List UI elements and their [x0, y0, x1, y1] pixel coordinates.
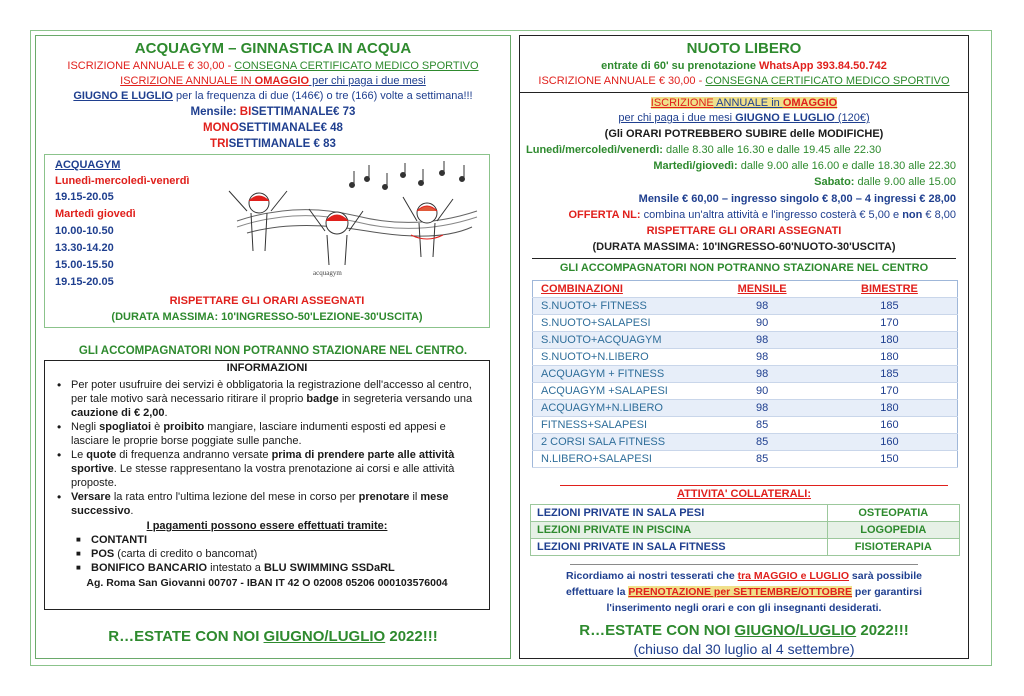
col-mensile: MENSILE — [702, 281, 822, 298]
servizio-cell: OSTEOPATIA — [827, 505, 959, 522]
payment-bonifico: ■ BONIFICO BANCARIO intestato a BLU SWIMMING SSDaRL — [73, 561, 489, 575]
divider — [570, 564, 918, 565]
orari-days: Sabato: — [814, 176, 855, 188]
table-row — [533, 332, 958, 349]
mensile-mono — [36, 122, 510, 134]
ricordiamo-text: Ricordiamo ai nostri tesserati che — [566, 570, 738, 582]
lezioni-cell: LEZIONI PRIVATE IN SALA PESI — [531, 505, 828, 522]
accompagnatori-notice: GLI ACCOMPAGNATORI NON POTRANNO STAZIONARE NEL CENTRO — [559, 262, 929, 274]
iscrizione-fee: ISCRIZIONE ANNUALE € 30,00 - — [67, 60, 235, 72]
lezioni-cell: LEZIONI PRIVATE IN SALA FITNESS — [531, 539, 828, 556]
whatsapp-number: WhatsApp 393.84.50.742 — [759, 60, 887, 72]
bimestre-cell: 180 — [822, 332, 958, 349]
combinazioni-table — [532, 280, 958, 468]
pagamenti-title: I pagamenti possono essere effettuati tramite: — [146, 520, 388, 532]
table-row — [533, 434, 958, 451]
combinazione-cell: S.NUOTO+ FITNESS — [533, 298, 703, 315]
nl-iscrizione — [520, 75, 968, 87]
table-row — [533, 349, 958, 366]
table-body — [533, 298, 958, 468]
table-row — [533, 298, 958, 315]
omaggio-prefix: ISCRIZIONE ANNUALE IN — [120, 75, 255, 87]
table-row — [531, 505, 960, 522]
orari-sabato — [814, 176, 956, 188]
orari-mar-gio — [653, 160, 956, 172]
bimestre-cell: 150 — [822, 451, 958, 468]
lezioni-cell: LEZIONI PRIVATE IN PISCINA — [531, 522, 828, 539]
bimestre-cell: 185 — [822, 366, 958, 383]
table-row — [533, 315, 958, 332]
bimestre-cell: 170 — [822, 315, 958, 332]
accompagnatori-notice: GLI ACCOMPAGNATORI NON POTRANNO STAZIONARE NEL CENTRO. — [78, 345, 468, 357]
omaggio-word: OMAGGIO — [254, 75, 310, 87]
payment-pos: ■ POS (carta di credito o bancomat) — [73, 547, 489, 561]
combinazione-cell: S.NUOTO+ACQUAGYM — [533, 332, 703, 349]
combinazione-cell: FITNESS+SALAPESI — [533, 417, 703, 434]
certificato-text: CONSEGNA CERTIFICATO MEDICO SPORTIVO — [705, 75, 950, 87]
nuoto-libero-title: NUOTO LIBERO — [686, 40, 802, 57]
nuoto-libero-column — [519, 35, 969, 659]
nl-perchi — [520, 112, 968, 124]
bimestre-cell: 180 — [822, 349, 958, 366]
mensile-cell: 90 — [702, 315, 822, 332]
orari-hours: dalle 9.00 alle 16.00 e dalle 18.30 alle 22.30 — [737, 160, 956, 172]
iscrizione-fee: ISCRIZIONE ANNUALE € 30,00 - — [538, 75, 706, 87]
giugno-text: per la frequenza di due (146€) o tre (166) volte a settimana!!! — [173, 90, 473, 102]
entrate-line — [520, 60, 968, 72]
schedule-slot: 19.15-20.05 — [55, 276, 114, 288]
offerta-nl — [568, 209, 956, 221]
acquagym-schedule-box — [44, 154, 490, 328]
combinazione-cell: ACQUAGYM + FITNESS — [533, 366, 703, 383]
acquagym-iscrizione — [36, 60, 510, 72]
offerta-text: combina un'altra attività e l'ingresso costerà € 5,00 e — [640, 209, 903, 221]
mensile-cell: 98 — [702, 366, 822, 383]
chiuso-notice: (chiuso dal 30 luglio al 4 settembre) — [633, 641, 855, 657]
table-row — [533, 383, 958, 400]
rispettare-orari: RISPETTARE GLI ORARI ASSEGNATI — [169, 295, 365, 307]
orari-hours: dalle 9.00 alle 15.00 — [854, 176, 956, 188]
combinazione-cell: 2 CORSI SALA FITNESS — [533, 434, 703, 451]
table-row — [531, 539, 960, 556]
estate-text: R…ESTATE CON NOI — [108, 628, 264, 645]
perchi-price: (120€) — [834, 112, 870, 124]
bimestre-cell: 180 — [822, 400, 958, 417]
table-row — [533, 451, 958, 468]
acquagym-title: ACQUAGYM – GINNASTICA IN ACQUA — [134, 40, 412, 57]
schedule-days-2: Martedì giovedì — [55, 208, 136, 220]
mensile-label: Mensile: — [190, 106, 240, 118]
mono-price: SETTIMANALE€ 48 — [238, 122, 343, 134]
schedule-slot: 15.00-15.50 — [55, 259, 114, 271]
estate-months: GIUGNO/LUGLIO — [263, 628, 386, 645]
mensile-cell: 85 — [702, 451, 822, 468]
rispettare-orari: RISPETTARE GLI ORARI ASSEGNATI — [646, 225, 842, 237]
combinazione-cell: ACQUAGYM+N.LIBERO — [533, 400, 703, 417]
nl-prezzi: Mensile € 60,00 – ingresso singolo € 8,00 – 4 ingressi € 28,00 — [638, 193, 956, 205]
perchi-months: GIUGNO E LUGLIO — [735, 112, 835, 124]
table-row — [533, 366, 958, 383]
combinazione-cell: ACQUAGYM +SALAPESI — [533, 383, 703, 400]
combinazione-cell: N.LIBERO+SALAPESI — [533, 451, 703, 468]
payment-methods — [73, 533, 489, 575]
bimestre-cell: 160 — [822, 417, 958, 434]
bi-prefix: BI — [239, 106, 252, 118]
mensile-cell: 85 — [702, 417, 822, 434]
mensile-cell: 85 — [702, 434, 822, 451]
table-row — [533, 417, 958, 434]
estate-year: 2022!!! — [856, 622, 909, 639]
collaterali-title: ATTIVITA' COLLATERALI: — [677, 488, 811, 500]
informazioni-box — [44, 360, 490, 610]
mensile-cell: 98 — [702, 298, 822, 315]
estate-months: GIUGNO/LUGLIO — [734, 622, 857, 639]
table-row — [533, 400, 958, 417]
offerta-price: € 8,00 — [922, 209, 956, 221]
servizio-cell: LOGOPEDIA — [827, 522, 959, 539]
mensile-cell: 98 — [702, 349, 822, 366]
estate-year: 2022!!! — [385, 628, 438, 645]
omaggio-word: OMAGGIO — [782, 97, 838, 109]
informazioni-list — [45, 378, 475, 518]
omaggio-suffix: per chi paga i due mesi — [309, 75, 426, 87]
acquagym-omaggio — [36, 75, 510, 87]
orari-hours: dalle 8.30 alle 16.30 e dalle 19.45 alle 22.30 — [662, 144, 882, 156]
combinazione-cell: S.NUOTO+SALAPESI — [533, 315, 703, 332]
schedule-slot: 10.00-10.50 — [55, 225, 114, 237]
giugno-luglio: GIUGNO E LUGLIO — [73, 90, 173, 102]
collaterali-table — [530, 504, 960, 556]
col-combinazioni: COMBINAZIONI — [533, 281, 703, 298]
mensile-cell: 98 — [702, 400, 822, 417]
orari-days: Martedì/giovedì: — [653, 160, 738, 172]
bimestre-cell: 170 — [822, 383, 958, 400]
payment-contanti: ■ CONTANTI — [73, 533, 489, 547]
schedule-days-1: Lunedì-mercoledì-venerdì — [55, 175, 190, 187]
info-quote: • Le quote di frequenza andranno versate prima di prendere parte alle attività sportive. Le stesse rappresentano la vostra prenotazione ai corsi e alle attività proposte. — [45, 448, 475, 490]
effettuare-end: per garantirsi — [852, 586, 923, 598]
omaggio-mid: ANNUALE in — [713, 97, 783, 109]
tri-price: SETTIMANALE € 83 — [228, 138, 336, 150]
ricordiamo-end: sarà possibile — [849, 570, 922, 582]
tri-prefix: TRI — [210, 138, 229, 150]
bimestre-cell: 160 — [822, 434, 958, 451]
mono-prefix: MONO — [203, 122, 239, 134]
acquagym-illustration — [217, 161, 487, 279]
table-row — [531, 522, 960, 539]
col-bimestre: BIMESTRE — [822, 281, 958, 298]
effettuare-line — [520, 586, 968, 598]
estate-banner — [520, 622, 968, 639]
info-spogliatoi: • Negli spogliatoi è proibito mangiare, lasciare indumenti esposti ed appesi e lasciare le proprie borse poggiate sulle panche. — [45, 420, 475, 448]
table-header-row — [533, 281, 958, 298]
orari-modifiche: (Gli ORARI POTREBBERO SUBIRE delle MODIFICHE) — [604, 128, 884, 140]
bimestre-cell: 185 — [822, 298, 958, 315]
iban-line: Ag. Roma San Giovanni 00707 - IBAN IT 42 O 02008 05206 000103576004 — [86, 577, 448, 589]
offerta-non: non — [902, 209, 923, 221]
perchi-text: per chi paga i due mesi — [618, 112, 736, 124]
offerta-label: OFFERTA NL: — [568, 209, 641, 221]
effettuare-text: effettuare la — [565, 586, 629, 598]
schedule-slot: 13.30-14.20 — [55, 242, 114, 254]
durata-massima: (DURATA MASSIMA: 10'INGRESSO-60'NUOTO-30'USCITA) — [592, 241, 896, 253]
acquagym-giugno — [36, 90, 510, 102]
orari-lun-mer-ven — [526, 144, 881, 156]
estate-banner — [36, 628, 510, 645]
entrate-text: entrate di 60' su prenotazione — [601, 60, 760, 72]
info-versare: • Versare la rata entro l'ultima lezione del mese in corso per prenotare il mese successivo. — [45, 490, 475, 518]
servizio-cell: FISIOTERAPIA — [827, 539, 959, 556]
inserimento-line: l'inserimento negli orari e con gli insegnanti desiderati. — [606, 602, 882, 614]
acquagym-column — [35, 35, 511, 659]
combinazione-cell: S.NUOTO+N.LIBERO — [533, 349, 703, 366]
flyer-sheet — [30, 30, 992, 666]
schedule-title: ACQUAGYM — [55, 159, 121, 171]
mensile-cell: 98 — [702, 332, 822, 349]
illustration-caption: acquagym — [313, 269, 342, 277]
bi-price: SETTIMANALE€ 73 — [251, 106, 356, 118]
ricordiamo-months: tra MAGGIO e LUGLIO — [737, 570, 850, 582]
mensile-tri — [36, 138, 510, 150]
divider — [532, 258, 956, 259]
divider — [519, 92, 969, 93]
orari-days: Lunedì/mercoledì/venerdì: — [526, 144, 663, 156]
durata-massima: (DURATA MASSIMA: 10'INGRESSO-50'LEZIONE-30'USCITA) — [111, 311, 423, 323]
schedule-slot: 19.15-20.05 — [55, 191, 114, 203]
ricordiamo-line — [520, 570, 968, 582]
mensile-cell: 90 — [702, 383, 822, 400]
certificato-text: CONSEGNA CERTIFICATO MEDICO SPORTIVO — [234, 60, 479, 72]
informazioni-title: INFORMAZIONI — [226, 362, 308, 374]
nl-omaggio — [520, 97, 968, 109]
estate-text: R…ESTATE CON NOI — [579, 622, 735, 639]
mensile-bi — [36, 106, 510, 118]
omaggio-prefix: ISCRIZIONE — [650, 97, 714, 109]
prenotazione-text: PRENOTAZIONE per SETTEMBRE/OTTOBRE — [628, 586, 853, 598]
divider — [560, 485, 948, 486]
info-badge: • Per poter usufruire dei servizi è obbligatoria la registrazione dell'accesso al centro, per tale motivo sarà necessario ritirare il proprio badge in segreteria versando una cauzione di € 2,00. — [45, 378, 475, 420]
